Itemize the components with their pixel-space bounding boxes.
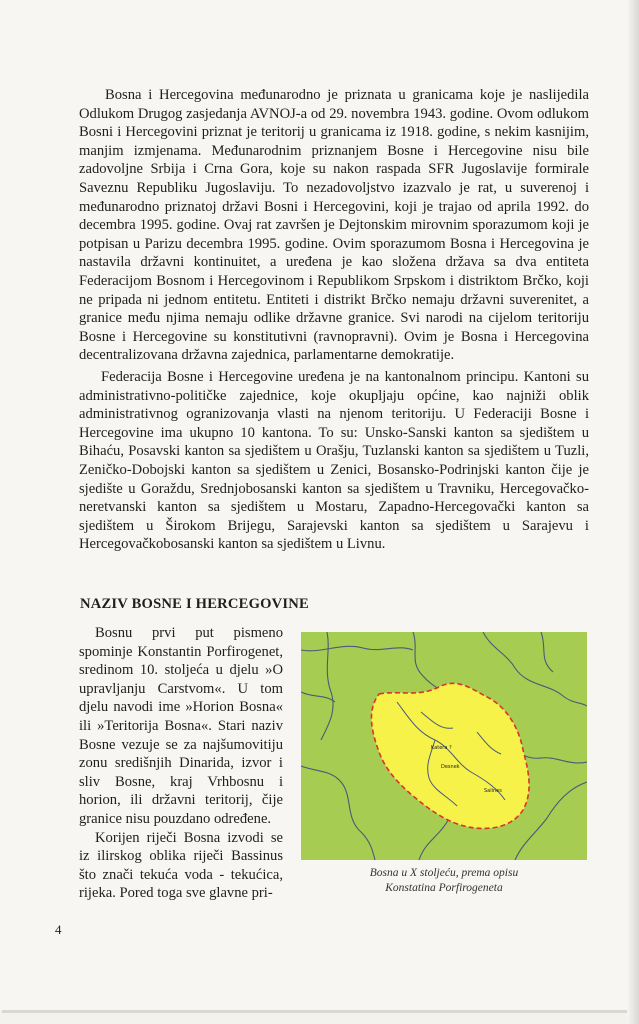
section-paragraph-1: Bosnu prvi put pismeno spominje Konstantin Porfirogenet, sredinom 10. stoljeća u djelu »O upravljanju Carstvom«. U tom djelu navodi ime »Horion Bosna« ili »Teritorija Bosna«. Stari naziv Bosne vezuje se za najšumovitiju zonu središnjih Dinarida, izvor i sliv Bosne, kraj Vrhbosnu i horion, ili državni teritorij, čije granice nisu pouzdano određene. — [79, 625, 283, 827]
body-paragraph-1: Bosna i Hercegovina međunarodno je priznata u granicama koje je naslijedila Odlukom Drugog zasjedanja AVNOJ-a od 29. novembra 1943. godine. Ovom odlukom Bosni i Hercegovini priznat je teritorij u granicama iz 1918. godine, s nekim kasnijim, manjim izmjenama. Međunarodnim priznanjem Bosne i Hercegovine nisu bile zadovoljne Srbija i Crna Gora, koje su nakon raspada SFR Jugoslavije formirale Saveznu Republiku Jugoslaviju. To nezadovoljstvo izazvalo je rat, u suverenoj i međunarodno priznatoj državi Bosni i Hercegovini, koji je trajao od aprila 1992. do decembra 1995. godine. Ovaj rat završen je Dejtonskim mirovnim sporazumom koji je potpisan u Parizu decembra 1995. godine. Ovim sporazumom Bosna i Hercegovina je nastavila državni kontinuitet, a uređena je kao složena država sa dva entiteta Federacijom Bosnom i Hercegovinom i Republikom Srpskom i distriktom Brčko, koji ne pripada ni jednom entitetu. Entiteti i distrikt Brčko nemaju državni suverenitet, a granice među njima nemaju odlike državne granice. Svi narodi na cijelom teritoriju Bosne i Hercegovine su konstitutivni (ravnopravni). Ovim je Bosna i Hercegovina decentralizovana državna zajednica, parlamentarne demokratije. — [79, 87, 589, 364]
section-paragraph-2: Korijen riječi Bosna izvodi se iz ilirskog oblika riječi Bassinus što znači tekuća voda - tekućica, rijeka. Pored toga sve glavne pri- — [79, 829, 283, 902]
map-label-salines: Salines — [484, 788, 502, 794]
map-label-katera: Katera ? — [431, 745, 452, 751]
map-label-desnek: Desnek — [441, 764, 460, 770]
page-right-edge — [627, 0, 639, 1024]
page-number: 4 — [55, 922, 62, 937]
figure-caption — [301, 866, 587, 896]
section-text-column — [79, 624, 283, 903]
map-svg — [301, 632, 587, 860]
caption-line-1: Bosna u X stoljeću, prema opisu — [369, 867, 519, 879]
caption-line-2: Konstatina Porfirogeneta — [385, 882, 503, 894]
historical-map-figure — [301, 632, 587, 860]
section-heading: NAZIV BOSNE I HERCEGOVINE — [80, 596, 309, 612]
body-paragraph-2: Federacija Bosne i Hercegovine uređena je na kantonalnom principu. Kantoni su administrativno-političke zajednice, koje okupljaju općine, kao najniži oblik administrativnog ogranizovanja vlasti na njenom teritoriju. U Federaciji Bosne i Hercegovine ima ukupno 10 kantona. To su: Unsko-Sanski kanton sa sjedištem u Bihaću, Posavski kanton sa sjedištem u Orašju, Tuzlanski kanton sa sjedištem u Tuzli, Zeničko-Dobojski kanton sa sjedištem u Zenici, Bosansko-Podrinjski kanton čije je sjedište u Goraždu, Srednjobosanski kanton sa sjedištem u Travniku, Hercegovačko-neretvanski kanton sa sjedištem u Mostaru, Zapadno-Hercegovački kanton sa sjedištem u Širokom Brijegu, Sarajevski kanton sa sjedištem u Sarajevu i Hercegovačkobosanski kanton sa sjedištem u Livnu. — [79, 369, 589, 553]
